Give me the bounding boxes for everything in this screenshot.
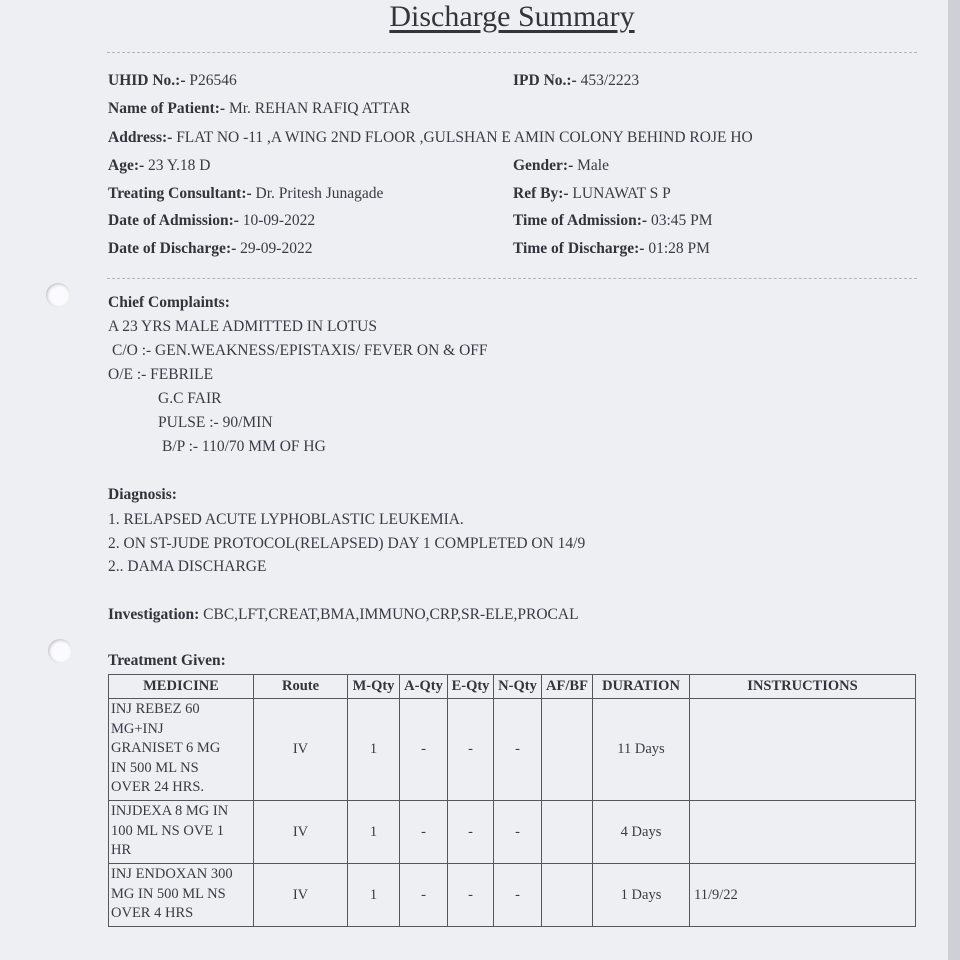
complaint-line: O/E :- FEBRILE: [108, 366, 214, 383]
route-cell: IV: [254, 699, 348, 801]
duration-cell: 1 Days: [593, 864, 690, 927]
address-label: Address:-: [108, 129, 173, 146]
divider: [107, 52, 917, 53]
punch-hole: [48, 639, 72, 663]
table-row: [109, 801, 916, 864]
punch-hole: [46, 283, 70, 307]
medicine-line: HR: [111, 842, 132, 858]
treatment-table: [108, 674, 916, 927]
diagnosis-line: 2. ON ST-JUDE PROTOCOL(RELAPSED) DAY 1 COMPLETED ON 14/9: [108, 535, 586, 552]
investigation-label: Investigation:: [108, 606, 200, 623]
medicine-line: INJDEXA 8 MG IN: [111, 803, 229, 819]
treatment-heading: Treatment Given:: [108, 652, 226, 669]
diagnosis-line: 1. RELAPSED ACUTE LYPHOBLASTIC LEUKEMIA.: [108, 511, 464, 528]
column-header: Route: [254, 675, 348, 699]
medicine-line: MG+INJ: [111, 720, 164, 737]
medicine-line: OVER 24 HRS.: [111, 779, 205, 795]
admission-time-field: [513, 212, 713, 230]
patient-name-field: [108, 100, 410, 118]
e-qty-cell: -: [448, 801, 494, 864]
column-header: A-Qty: [400, 675, 448, 699]
complaint-line: C/O :- GEN.WEAKNESS/EPISTAXIS/ FEVER ON & OFF: [112, 342, 488, 359]
ref-label: Ref By:-: [513, 185, 569, 202]
age-label: Age:-: [108, 157, 145, 174]
medicine-cell: [109, 801, 254, 864]
admission-date-value: 10-09-2022: [242, 212, 316, 229]
page-edge: [948, 0, 960, 960]
medicine-line: 100 ML NS OVE 1: [111, 822, 225, 839]
m-qty-cell: 1: [348, 801, 400, 864]
discharge-time-label: Time of Discharge:-: [513, 240, 645, 257]
m-qty-cell: 1: [348, 864, 400, 927]
discharge-date-field: [108, 240, 312, 258]
column-header: N-Qty: [494, 675, 542, 699]
gender-field: [513, 157, 609, 175]
n-qty-cell: -: [494, 864, 542, 927]
admission-date-label: Date of Admission:-: [108, 212, 239, 229]
page-title: Discharge Summary: [389, 0, 635, 33]
investigation-field: [108, 606, 579, 624]
e-qty-cell: -: [448, 699, 494, 801]
instructions-cell: 11/9/22: [690, 864, 916, 927]
complaints-heading: Chief Complaints:: [108, 294, 230, 311]
column-header: DURATION: [593, 675, 690, 699]
discharge-time-field: [513, 240, 710, 258]
medicine-line: IN 500 ML NS: [111, 759, 199, 776]
e-qty-cell: -: [448, 864, 494, 927]
uhid-label: UHID No.:-: [108, 72, 186, 89]
admission-time-value: 03:45 PM: [650, 212, 713, 229]
instructions-cell: [690, 801, 916, 864]
afbf-cell: [542, 864, 593, 927]
ref-field: [513, 185, 671, 203]
n-qty-cell: -: [494, 699, 542, 801]
discharge-date-value: 29-09-2022: [240, 240, 313, 257]
admission-time-label: Time of Admission:-: [513, 212, 648, 229]
consultant-field: [108, 185, 383, 203]
table-row: [109, 699, 916, 801]
medicine-line: OVER 4 HRS: [111, 905, 194, 921]
ipd-value: 453/2223: [580, 72, 640, 89]
n-qty-cell: -: [494, 801, 542, 864]
column-header: E-Qty: [448, 675, 494, 699]
route-cell: IV: [254, 864, 348, 927]
uhid-field: [108, 72, 237, 90]
address-field: [108, 129, 753, 147]
patient-name-label: Name of Patient:-: [108, 100, 226, 117]
medicine-line: MG IN 500 ML NS: [111, 885, 226, 902]
gender-label: Gender:-: [513, 157, 574, 174]
complaint-line: A 23 YRS MALE ADMITTED IN LOTUS: [108, 318, 377, 335]
complaint-line: PULSE :- 90/MIN: [158, 414, 273, 431]
instructions-cell: [690, 699, 916, 801]
address-value: FLAT NO -11 ,A WING 2ND FLOOR ,GULSHAN E AMIN COLONY BEHIND ROJE HO: [176, 129, 753, 146]
column-header: MEDICINE: [109, 675, 254, 699]
a-qty-cell: -: [400, 801, 448, 864]
medicine-line: INJ ENDOXAN 300: [111, 866, 233, 882]
investigation-value: CBC,LFT,CREAT,BMA,IMMUNO,CRP,SR-ELE,PROCAL: [203, 606, 579, 623]
table-row: [109, 864, 916, 927]
column-header: INSTRUCTIONS: [690, 675, 916, 699]
route-cell: IV: [254, 801, 348, 864]
ref-value: LUNAWAT S P: [572, 185, 671, 202]
medicine-cell: [109, 864, 254, 927]
ipd-label: IPD No.:-: [513, 72, 577, 89]
age-value: 23 Y.18 D: [148, 157, 211, 174]
complaint-line: G.C FAIR: [158, 390, 222, 407]
admission-date-field: [108, 212, 315, 230]
divider: [107, 278, 917, 279]
a-qty-cell: -: [400, 864, 448, 927]
m-qty-cell: 1: [348, 699, 400, 801]
a-qty-cell: -: [400, 699, 448, 801]
gender-value: Male: [577, 157, 609, 174]
diagnosis-heading: Diagnosis:: [108, 486, 177, 503]
afbf-cell: [542, 699, 593, 801]
duration-cell: 11 Days: [593, 699, 690, 801]
medicine-line: GRANISET 6 MG: [111, 740, 221, 756]
discharge-date-label: Date of Discharge:-: [108, 240, 237, 257]
consultant-value: Dr. Pritesh Junagade: [255, 185, 384, 202]
ipd-field: [513, 72, 639, 90]
consultant-label: Treating Consultant:-: [108, 185, 252, 202]
uhid-value: P26546: [189, 72, 237, 89]
diagnosis-line: 2.. DAMA DISCHARGE: [108, 558, 267, 575]
discharge-time-value: 01:28 PM: [648, 240, 710, 257]
age-field: [108, 157, 210, 175]
medicine-cell: [109, 699, 254, 801]
column-header: AF/BF: [542, 675, 593, 699]
medicine-line: INJ REBEZ 60: [111, 701, 200, 717]
table-header-row: [109, 675, 916, 699]
complaint-line: B/P :- 110/70 MM OF HG: [162, 438, 326, 455]
duration-cell: 4 Days: [593, 801, 690, 864]
column-header: M-Qty: [348, 675, 400, 699]
afbf-cell: [542, 801, 593, 864]
patient-name-value: Mr. REHAN RAFIQ ATTAR: [228, 100, 411, 117]
